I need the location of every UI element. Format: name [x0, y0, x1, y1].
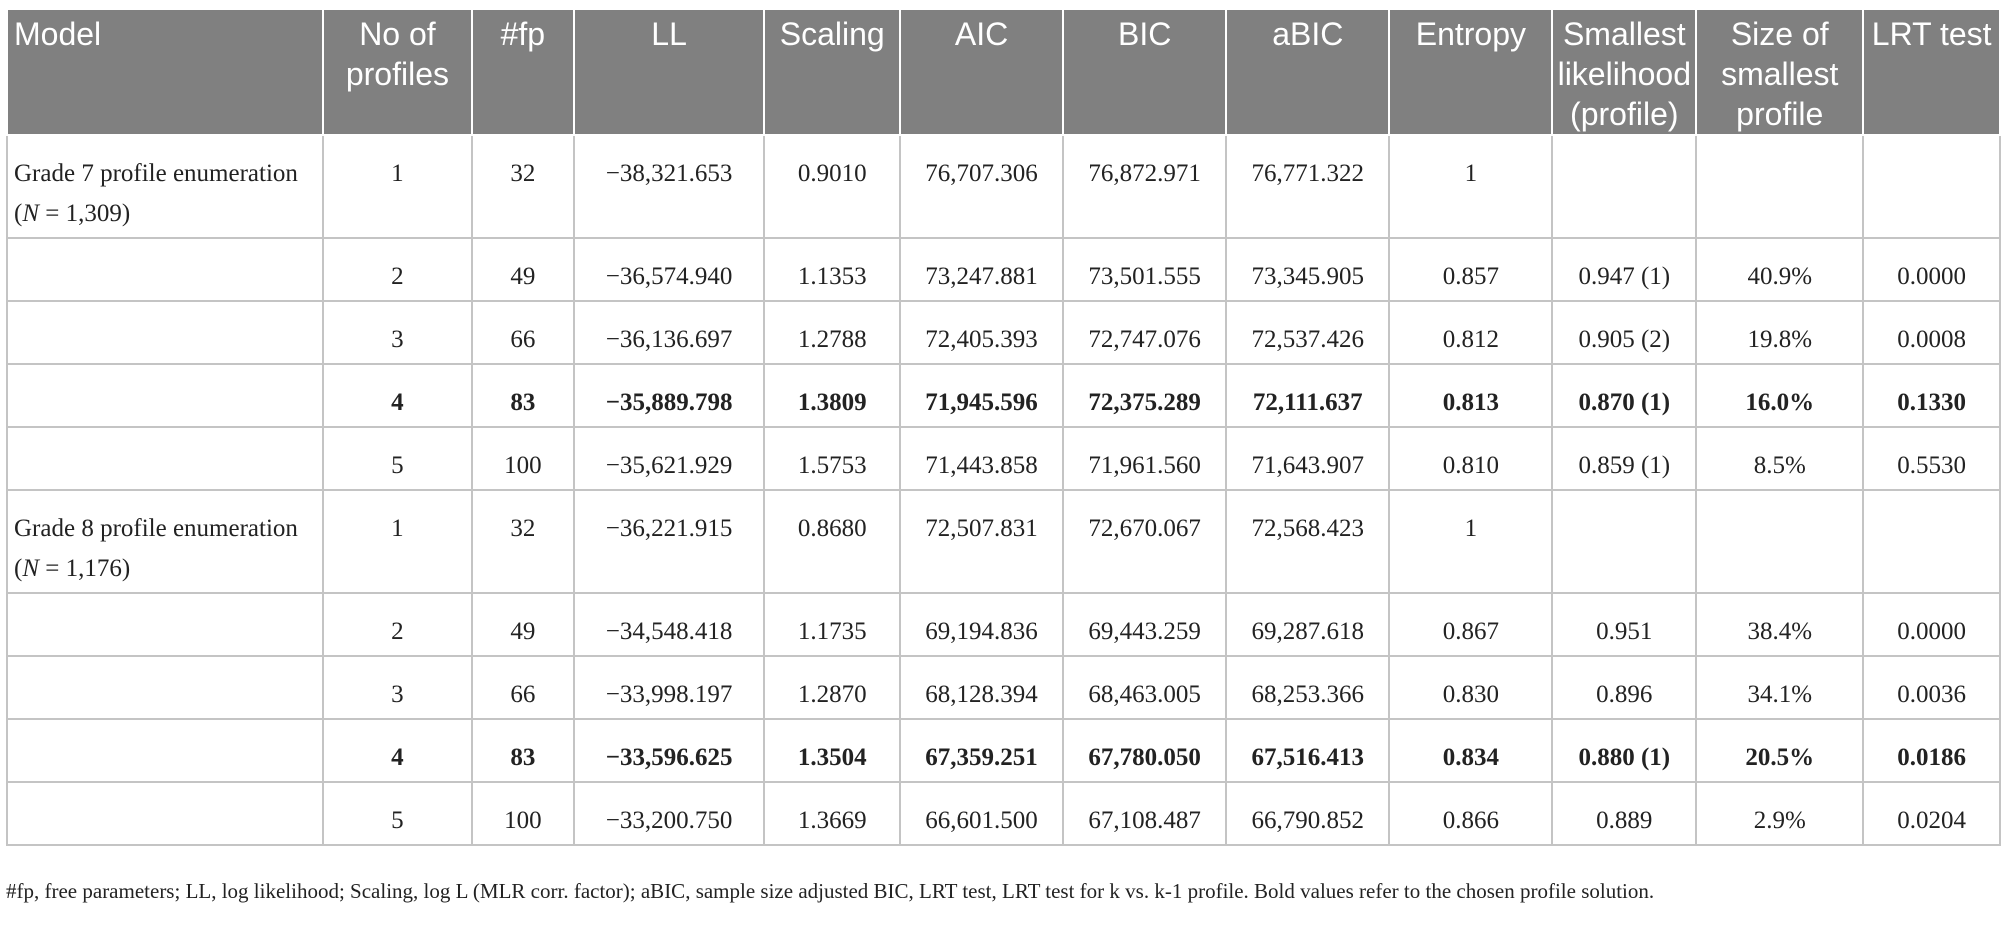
cell-bic: 73,501.555	[1063, 238, 1226, 301]
cell-scaling: 0.9010	[764, 135, 900, 238]
header-fp: #fp	[472, 9, 574, 135]
table-row	[7, 238, 2000, 301]
cell-abic: 69,287.618	[1226, 593, 1389, 656]
cell-lrt-test: 0.0000	[1863, 238, 2000, 301]
cell-lrt-test: 0.1330	[1863, 364, 2000, 427]
cell-aic: 71,945.596	[900, 364, 1063, 427]
cell-model	[7, 656, 323, 719]
cell-entropy: 0.830	[1389, 656, 1552, 719]
cell-lrt-test: 0.5530	[1863, 427, 2000, 490]
cell-scaling: 1.5753	[764, 427, 900, 490]
cell-fp: 32	[472, 490, 574, 593]
cell-size-smallest-profile	[1696, 135, 1863, 238]
cell-model	[7, 782, 323, 845]
header-scaling: Scaling	[764, 9, 900, 135]
cell-lrt-test: 0.0000	[1863, 593, 2000, 656]
cell-scaling: 1.3809	[764, 364, 900, 427]
cell-abic: 71,643.907	[1226, 427, 1389, 490]
cell-lrt-test: 0.0204	[1863, 782, 2000, 845]
cell-model	[7, 719, 323, 782]
cell-ll: −38,321.653	[574, 135, 765, 238]
table-body	[7, 135, 2000, 845]
cell-ll: −33,998.197	[574, 656, 765, 719]
cell-model	[7, 301, 323, 364]
cell-entropy: 0.834	[1389, 719, 1552, 782]
table-row	[7, 364, 2000, 427]
cell-no-of-profiles: 5	[323, 782, 472, 845]
cell-entropy: 1	[1389, 490, 1552, 593]
cell-bic: 67,780.050	[1063, 719, 1226, 782]
cell-smallest-likelihood: 0.889	[1552, 782, 1696, 845]
cell-fp: 66	[472, 301, 574, 364]
table-row	[7, 719, 2000, 782]
cell-lrt-test: 0.0036	[1863, 656, 2000, 719]
cell-no-of-profiles: 3	[323, 656, 472, 719]
cell-model	[7, 238, 323, 301]
cell-lrt-test	[1863, 490, 2000, 593]
cell-scaling: 1.2788	[764, 301, 900, 364]
cell-smallest-likelihood: 0.905 (2)	[1552, 301, 1696, 364]
cell-aic: 67,359.251	[900, 719, 1063, 782]
cell-bic: 72,670.067	[1063, 490, 1226, 593]
cell-lrt-test: 0.0008	[1863, 301, 2000, 364]
cell-bic: 69,443.259	[1063, 593, 1226, 656]
cell-no-of-profiles: 2	[323, 593, 472, 656]
cell-entropy: 0.813	[1389, 364, 1552, 427]
cell-no-of-profiles: 1	[323, 490, 472, 593]
cell-no-of-profiles: 2	[323, 238, 472, 301]
cell-fp: 49	[472, 238, 574, 301]
cell-scaling: 0.8680	[764, 490, 900, 593]
cell-size-smallest-profile: 2.9%	[1696, 782, 1863, 845]
cell-scaling: 1.3669	[764, 782, 900, 845]
cell-aic: 72,507.831	[900, 490, 1063, 593]
cell-bic: 72,375.289	[1063, 364, 1226, 427]
cell-fp: 32	[472, 135, 574, 238]
cell-no-of-profiles: 1	[323, 135, 472, 238]
cell-bic: 71,961.560	[1063, 427, 1226, 490]
cell-no-of-profiles: 4	[323, 364, 472, 427]
cell-smallest-likelihood: 0.880 (1)	[1552, 719, 1696, 782]
cell-aic: 69,194.836	[900, 593, 1063, 656]
cell-smallest-likelihood: 0.896	[1552, 656, 1696, 719]
cell-smallest-likelihood: 0.947 (1)	[1552, 238, 1696, 301]
cell-size-smallest-profile: 8.5%	[1696, 427, 1863, 490]
cell-lrt-test: 0.0186	[1863, 719, 2000, 782]
table-container	[6, 8, 2001, 846]
header-smallest-likelihood: Smallest likelihood (profile)	[1552, 9, 1696, 135]
cell-scaling: 1.3504	[764, 719, 900, 782]
cell-scaling: 1.2870	[764, 656, 900, 719]
table-row	[7, 656, 2000, 719]
cell-abic: 76,771.322	[1226, 135, 1389, 238]
cell-aic: 73,247.881	[900, 238, 1063, 301]
table-row	[7, 427, 2000, 490]
cell-lrt-test	[1863, 135, 2000, 238]
cell-ll: −36,221.915	[574, 490, 765, 593]
cell-fp: 83	[472, 719, 574, 782]
header-bic: BIC	[1063, 9, 1226, 135]
cell-smallest-likelihood	[1552, 135, 1696, 238]
cell-size-smallest-profile: 19.8%	[1696, 301, 1863, 364]
header-row	[7, 9, 2000, 135]
cell-aic: 66,601.500	[900, 782, 1063, 845]
cell-smallest-likelihood: 0.951	[1552, 593, 1696, 656]
cell-fp: 100	[472, 782, 574, 845]
cell-abic: 72,568.423	[1226, 490, 1389, 593]
cell-bic: 68,463.005	[1063, 656, 1226, 719]
cell-no-of-profiles: 5	[323, 427, 472, 490]
profile-enumeration-table	[6, 8, 2001, 846]
cell-bic: 72,747.076	[1063, 301, 1226, 364]
cell-abic: 67,516.413	[1226, 719, 1389, 782]
table-row	[7, 782, 2000, 845]
cell-ll: −33,596.625	[574, 719, 765, 782]
cell-entropy: 0.857	[1389, 238, 1552, 301]
cell-entropy: 0.810	[1389, 427, 1552, 490]
cell-size-smallest-profile: 40.9%	[1696, 238, 1863, 301]
cell-ll: −36,574.940	[574, 238, 765, 301]
cell-entropy: 1	[1389, 135, 1552, 238]
cell-ll: −35,889.798	[574, 364, 765, 427]
cell-abic: 72,537.426	[1226, 301, 1389, 364]
cell-no-of-profiles: 3	[323, 301, 472, 364]
cell-entropy: 0.866	[1389, 782, 1552, 845]
cell-abic: 72,111.637	[1226, 364, 1389, 427]
cell-aic: 76,707.306	[900, 135, 1063, 238]
cell-abic: 68,253.366	[1226, 656, 1389, 719]
header-ll: LL	[574, 9, 765, 135]
cell-fp: 66	[472, 656, 574, 719]
table-row	[7, 490, 2000, 593]
cell-bic: 67,108.487	[1063, 782, 1226, 845]
header-size-smallest-profile: Size of smallest profile	[1696, 9, 1863, 135]
cell-model	[7, 427, 323, 490]
cell-bic: 76,872.971	[1063, 135, 1226, 238]
cell-scaling: 1.1735	[764, 593, 900, 656]
cell-model: Grade 8 profile enumeration (N = 1,176)	[7, 490, 323, 593]
header-entropy: Entropy	[1389, 9, 1552, 135]
cell-no-of-profiles: 4	[323, 719, 472, 782]
cell-aic: 71,443.858	[900, 427, 1063, 490]
cell-model	[7, 593, 323, 656]
cell-size-smallest-profile: 38.4%	[1696, 593, 1863, 656]
cell-ll: −36,136.697	[574, 301, 765, 364]
cell-ll: −34,548.418	[574, 593, 765, 656]
cell-smallest-likelihood	[1552, 490, 1696, 593]
header-no-of-profiles: No of profiles	[323, 9, 472, 135]
cell-fp: 49	[472, 593, 574, 656]
cell-abic: 73,345.905	[1226, 238, 1389, 301]
header-abic: aBIC	[1226, 9, 1389, 135]
cell-size-smallest-profile	[1696, 490, 1863, 593]
cell-aic: 72,405.393	[900, 301, 1063, 364]
table-row	[7, 301, 2000, 364]
cell-entropy: 0.867	[1389, 593, 1552, 656]
table-row	[7, 135, 2000, 238]
cell-fp: 83	[472, 364, 574, 427]
cell-smallest-likelihood: 0.859 (1)	[1552, 427, 1696, 490]
cell-smallest-likelihood: 0.870 (1)	[1552, 364, 1696, 427]
cell-scaling: 1.1353	[764, 238, 900, 301]
cell-size-smallest-profile: 16.0%	[1696, 364, 1863, 427]
header-aic: AIC	[900, 9, 1063, 135]
header-lrt-test: LRT test	[1863, 9, 2000, 135]
cell-aic: 68,128.394	[900, 656, 1063, 719]
cell-entropy: 0.812	[1389, 301, 1552, 364]
cell-model	[7, 364, 323, 427]
cell-ll: −35,621.929	[574, 427, 765, 490]
table-row	[7, 593, 2000, 656]
cell-abic: 66,790.852	[1226, 782, 1389, 845]
cell-model: Grade 7 profile enumeration (N = 1,309)	[7, 135, 323, 238]
cell-ll: −33,200.750	[574, 782, 765, 845]
header-model: Model	[7, 9, 323, 135]
cell-fp: 100	[472, 427, 574, 490]
table-footnote: #fp, free parameters; LL, log likelihood; Scaling, log L (MLR corr. factor); aBIC, sample size adjusted BIC, LRT test, LRT test for k vs. k-1 profile. Bold values refer to the chosen profile solution.	[6, 879, 1655, 903]
cell-size-smallest-profile: 20.5%	[1696, 719, 1863, 782]
cell-size-smallest-profile: 34.1%	[1696, 656, 1863, 719]
